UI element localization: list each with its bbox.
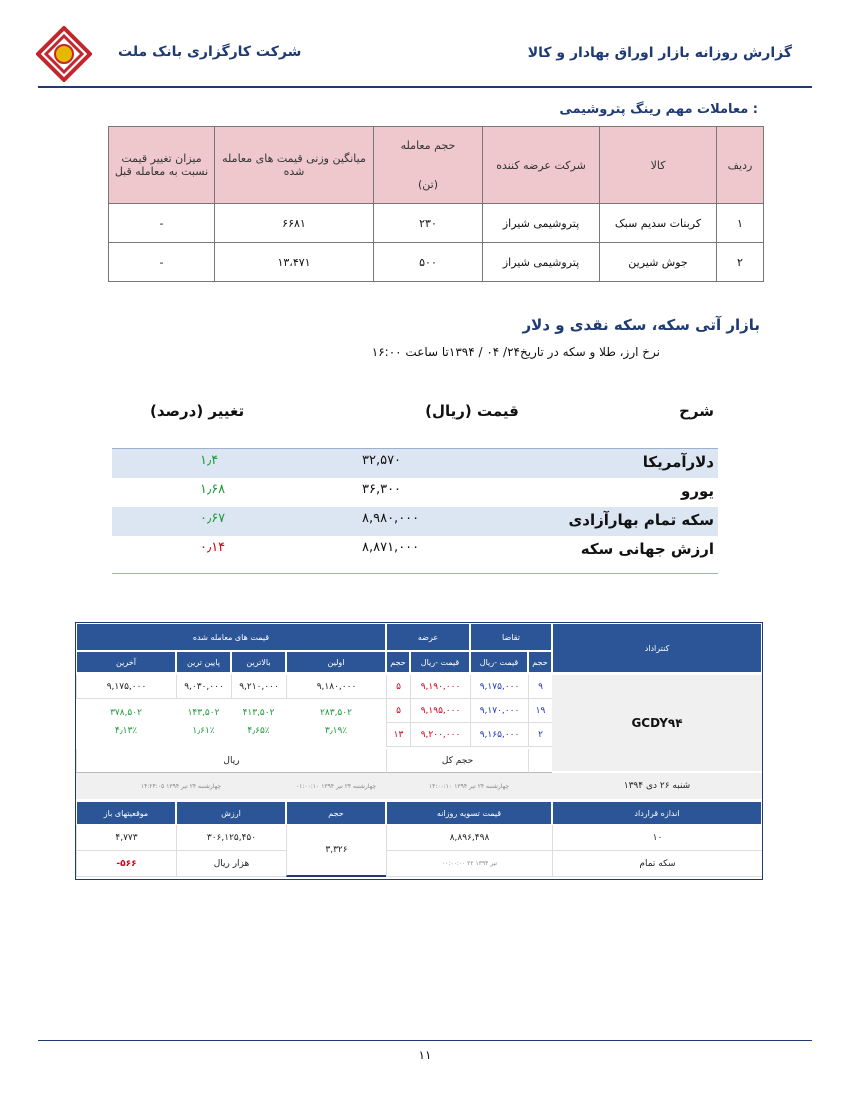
table-row <box>109 204 764 243</box>
col-ask-vol: حجم <box>386 651 410 673</box>
table-row <box>109 243 764 282</box>
low-pct: ۱٫۶۱٪ <box>192 726 215 736</box>
open-interest-header: موقعیتهای باز <box>76 801 176 825</box>
fx-price: ۳۲,۵۷۰ <box>362 453 402 468</box>
timestamp-3: چهارشنبه ۲۴ تیر ۱۳۹۴ ۱۴:۰۰:۱۰ <box>386 773 552 799</box>
col-volume <box>374 127 483 204</box>
fx-change: ۰٫۶۷ <box>200 511 226 526</box>
col-bid-vol: حجم <box>528 651 552 673</box>
cell-commodity: کربنات سدیم سبک <box>600 204 717 243</box>
col-supplier: شرکت عرضه کننده <box>483 127 600 204</box>
bid-price: ۹,۱۶۵,۰۰۰ <box>470 723 528 747</box>
col-ask-price: قیمت -ریال <box>410 651 470 673</box>
ask-price: ۹,۲۰۰,۰۰۰ <box>410 723 470 747</box>
fx-name: یورو <box>681 482 714 500</box>
contract-code: GCDY۹۴ <box>552 675 762 771</box>
col-volume-unit: (تن) <box>417 178 439 191</box>
first-pct: ۳٫۱۹٪ <box>324 726 348 736</box>
cell-supplier: پتروشیمی شیراز <box>483 204 600 243</box>
low-price: ۹,۰۳۰,۰۰۰ <box>176 675 231 699</box>
fx-header <box>112 394 718 449</box>
last-price: ۹,۱۷۵,۰۰۰ <box>76 675 176 699</box>
settle-header: قیمت تسویه روزانه <box>386 801 552 825</box>
demand-header: تقاضا <box>470 623 552 651</box>
supply-header: عرضه <box>386 623 470 651</box>
cell-volume: ۵۰۰ <box>374 243 483 282</box>
col-row: ردیف <box>717 127 764 204</box>
fx-table <box>112 394 718 574</box>
ask-vol: ۱۳ <box>386 723 410 747</box>
cell-change: - <box>109 243 215 282</box>
bank-mellat-logo-icon <box>36 26 92 82</box>
total-volume-label: حجم کل <box>386 749 528 773</box>
value-unit: هزار ریال <box>176 851 286 877</box>
contract-date: شنبه ۲۶ دی ۱۳۹۴ <box>552 773 762 799</box>
last-pct: ۴٫۱۳٪ <box>114 726 138 736</box>
fx-title: بازار آتی سکه، سکه نقدی و دلار <box>522 316 760 334</box>
fx-price: ۸,۸۷۱,۰۰۰ <box>362 540 420 555</box>
cell-avg-price: ۶۶۸۱ <box>215 204 374 243</box>
fx-change: ۰٫۱۴ <box>200 540 226 555</box>
first-price: ۹,۱۸۰,۰۰۰ <box>286 675 386 699</box>
cell-commodity: جوش شیرین <box>600 243 717 282</box>
cell-change: - <box>109 204 215 243</box>
fx-subtitle: نرخ ارز، طلا و سکه در تاریخ۲۴/ ۰۴ / ۱۳۹۴تا ساعت ۱۶:۰۰ <box>371 345 660 359</box>
low-change: ۱۴۳,۵۰۲ <box>187 708 220 718</box>
cell-row: ۲ <box>717 243 764 282</box>
fx-row <box>112 478 718 507</box>
col-avg-price: میانگین وزنی قیمت های معامله شده <box>215 127 374 204</box>
value-header: ارزش <box>176 801 286 825</box>
page-number: ۱۱ <box>418 1048 432 1062</box>
fx-name: دلارآمریکا <box>642 453 714 471</box>
fx-change: ۱٫۶۸ <box>200 482 226 497</box>
timestamp-2: چهارشنبه ۲۴ تیر ۱۳۹۴ ۰۱:۰۰:۱۰ <box>286 773 386 799</box>
col-last: آخرین <box>76 651 176 673</box>
last-change: ۳۷۸,۵۰۲ <box>110 708 142 718</box>
high-pct: ۴٫۶۵٪ <box>247 726 270 736</box>
fx-name: سکه تمام بهارآزادی <box>568 511 714 529</box>
contract-header: کنترا‌داد <box>552 623 762 673</box>
timestamp-1: چهارشنبه ۲۴ تیر ۱۳۹۴ ۱۴:۲۴:۰۵ <box>76 773 286 799</box>
bid-price: ۹,۱۷۵,۰۰۰ <box>470 675 528 699</box>
fx-price: ۳۶,۳۰۰ <box>362 482 402 497</box>
fx-name: ارزش جهانی سکه <box>580 540 714 558</box>
fx-bottom-rule <box>112 573 718 574</box>
high-price: ۹,۲۱۰,۰۰۰ <box>231 675 286 699</box>
value-amount: ۳۰۶,۱۲۵,۴۵۰ <box>176 825 286 851</box>
fx-row <box>112 507 718 536</box>
first-change: ۲۸۳,۵۰۲ <box>320 708 352 718</box>
col-bid-price: قیمت -ریال <box>470 651 528 673</box>
bid-vol: ۹ <box>528 675 552 699</box>
fx-col-price: قیمت (ریال) <box>425 402 519 420</box>
contract-size-value: ۱۰ <box>552 825 762 851</box>
petrochem-title: معاملات مهم رینگ پتروشیمی : <box>559 102 758 117</box>
contract-unit: سکه تمام <box>552 851 762 877</box>
footer-divider <box>38 1040 812 1041</box>
futures-board <box>75 622 763 880</box>
bid-vol: ۱۹ <box>528 699 552 723</box>
col-change: میزان تغییر قیمت نسبت به معامله قبل <box>109 127 215 204</box>
volume-header: حجم <box>286 801 386 825</box>
open-interest-change: -۵۶۶ <box>76 851 176 877</box>
cell-row: ۱ <box>717 204 764 243</box>
ask-price: ۹,۱۹۰,۰۰۰ <box>410 675 470 699</box>
cell-avg-price: ۱۳،۴۷۱ <box>215 243 374 282</box>
petrochem-table <box>108 126 764 282</box>
open-interest-value: ۴,۷۷۳ <box>76 825 176 851</box>
fx-row <box>112 449 718 478</box>
col-first: اولین <box>286 651 386 673</box>
ask-vol: ۵ <box>386 675 410 699</box>
bid-vol: ۲ <box>528 723 552 747</box>
total-volume-value <box>528 749 552 773</box>
report-title: گزارش روزانه بازار اوراق بهادار و کالا <box>527 45 792 61</box>
fx-col-desc: شرح <box>679 402 714 420</box>
cell-volume: ۲۳۰ <box>374 204 483 243</box>
contract-size-header: اندازه قرارداد <box>552 801 762 825</box>
fx-col-change: تغییر (درصد) <box>150 402 245 420</box>
settle-value: ۸,۸۹۶,۴۹۸ <box>386 825 552 851</box>
high-change: ۴۱۳,۵۰۲ <box>242 708 275 718</box>
rial-label: ریال <box>76 749 386 773</box>
settle-timestamp: ۰۰:۰۰:۰۰ ۲۲ تیر ۱۳۹۴ <box>386 851 552 877</box>
company-name: شرکت کارگزاری بانک ملت <box>118 44 302 60</box>
col-volume-label: حجم معامله <box>400 139 456 152</box>
ask-vol: ۵ <box>386 699 410 723</box>
ask-price: ۹,۱۹۵,۰۰۰ <box>410 699 470 723</box>
cell-supplier: پتروشیمی شیراز <box>483 243 600 282</box>
fx-change: ۱٫۴ <box>200 453 219 468</box>
fx-price: ۸,۹۸۰,۰۰۰ <box>362 511 420 526</box>
col-low: پایین ترین <box>176 651 231 673</box>
header-divider <box>38 86 812 88</box>
bid-price: ۹,۱۷۰,۰۰۰ <box>470 699 528 723</box>
col-commodity: کالا <box>600 127 717 204</box>
traded-prices-header: قیمت های معامله شده <box>76 623 386 651</box>
col-high: بالاترین <box>231 651 286 673</box>
volume-value: ۳,۳۲۶ <box>286 825 386 877</box>
fx-row <box>112 536 718 565</box>
